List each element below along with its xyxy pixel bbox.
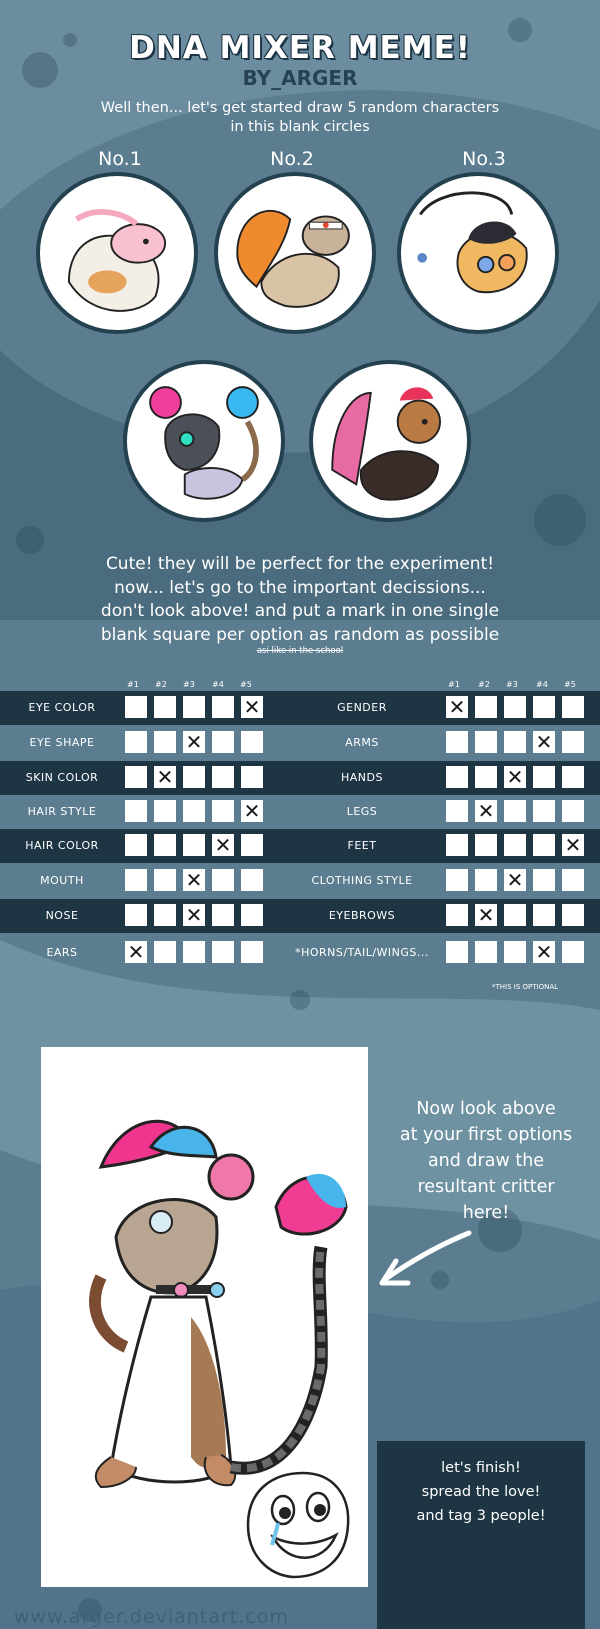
left-header-4: #4	[212, 680, 224, 689]
draw-instruction-line-3: and draw the	[427, 1151, 545, 1171]
trait-label: EYE COLOR	[28, 701, 96, 714]
trait-row	[0, 795, 600, 829]
trait-checkbox[interactable]	[475, 834, 497, 856]
trait-checkbox[interactable]	[154, 869, 176, 891]
trait-checkbox[interactable]	[475, 696, 497, 718]
instructions-line-2: now... let's go to the important decissions...	[114, 577, 486, 598]
character-circle-3	[397, 172, 559, 334]
trait-checkbox[interactable]: ✕	[212, 834, 234, 856]
finish-line-3: and tag 3 people!	[416, 1508, 546, 1524]
trait-checkbox[interactable]	[562, 941, 584, 963]
character-circle-1	[36, 172, 198, 334]
draw-instruction-line-4: resultant critter	[417, 1177, 555, 1197]
left-header-2: #2	[155, 680, 167, 689]
trait-checkbox[interactable]	[183, 800, 205, 822]
trait-checkbox[interactable]	[154, 941, 176, 963]
trait-checkbox[interactable]	[504, 696, 526, 718]
trait-checkbox[interactable]	[504, 731, 526, 753]
page-title: DNA MIXER MEME!	[129, 30, 471, 66]
trait-checkbox[interactable]	[562, 696, 584, 718]
character-label-2: No.2	[270, 148, 314, 170]
trait-checkbox[interactable]: ✕	[446, 696, 468, 718]
trait-checkbox[interactable]	[562, 731, 584, 753]
left-header-1: #1	[127, 680, 139, 689]
site-watermark: www.arger.deviantart.com	[14, 1606, 289, 1628]
trait-checkbox[interactable]: ✕	[154, 766, 176, 788]
trait-label: MOUTH	[40, 874, 84, 887]
trait-checkbox[interactable]: ✕	[533, 731, 555, 753]
left-header-5: #5	[240, 680, 252, 689]
trait-checkbox[interactable]	[446, 941, 468, 963]
character-label-1: No.1	[98, 148, 142, 170]
trait-checkbox[interactable]	[125, 696, 147, 718]
right-header-4: #4	[536, 680, 548, 689]
trait-checkbox[interactable]	[183, 766, 205, 788]
finish-text	[377, 1456, 585, 1528]
trait-label: CLOTHING STYLE	[311, 874, 413, 887]
left-header-3: #3	[183, 680, 195, 689]
trait-checkbox[interactable]	[212, 731, 234, 753]
trait-label: HANDS	[341, 771, 383, 784]
trait-checkbox[interactable]	[446, 800, 468, 822]
trait-checkbox[interactable]	[154, 696, 176, 718]
trait-checkbox[interactable]	[154, 834, 176, 856]
trait-checkbox[interactable]	[475, 869, 497, 891]
trait-checkbox[interactable]: ✕	[241, 800, 263, 822]
character-circle-4	[123, 360, 285, 522]
trait-checkbox[interactable]	[504, 941, 526, 963]
trait-checkbox[interactable]	[125, 766, 147, 788]
trait-row	[0, 829, 600, 863]
trait-checkbox[interactable]	[504, 834, 526, 856]
trait-checkbox[interactable]	[212, 904, 234, 926]
trait-checkbox[interactable]	[241, 904, 263, 926]
trait-label: *HORNS/TAIL/WINGS...	[295, 946, 429, 959]
trait-checkbox[interactable]: ✕	[125, 941, 147, 963]
trait-label: ARMS	[345, 736, 379, 749]
intro-text	[0, 99, 600, 137]
draw-instructions	[370, 1096, 600, 1226]
trait-checkbox[interactable]	[533, 800, 555, 822]
trait-checkbox[interactable]	[183, 696, 205, 718]
trait-checkbox[interactable]	[562, 800, 584, 822]
trait-checkbox[interactable]	[154, 800, 176, 822]
trait-checkbox[interactable]: ✕	[562, 834, 584, 856]
trait-checkbox[interactable]	[154, 904, 176, 926]
trait-checkbox[interactable]	[125, 834, 147, 856]
finish-line-2: spread the love!	[421, 1484, 541, 1500]
trait-label: LEGS	[346, 805, 378, 818]
draw-instruction-line-5: here!	[462, 1203, 510, 1223]
trait-checkbox[interactable]	[212, 800, 234, 822]
trait-checkbox[interactable]	[241, 869, 263, 891]
trait-checkbox[interactable]	[183, 834, 205, 856]
character-circle-5	[309, 360, 471, 522]
trait-checkbox[interactable]: ✕	[504, 869, 526, 891]
trait-checkbox[interactable]	[125, 869, 147, 891]
trait-checkbox[interactable]	[533, 696, 555, 718]
trait-label: FEET	[347, 839, 377, 852]
instructions-line-3: don't look above! and put a mark in one single	[100, 601, 500, 621]
trait-checkbox[interactable]	[533, 904, 555, 926]
trait-checkbox[interactable]: ✕	[183, 731, 205, 753]
trait-label: SKIN COLOR	[25, 771, 99, 784]
trait-checkbox[interactable]: ✕	[241, 696, 263, 718]
trait-checkbox[interactable]	[212, 766, 234, 788]
trait-checkbox[interactable]: ✕	[504, 766, 526, 788]
trait-row	[0, 761, 600, 795]
trait-label: EYE SHAPE	[29, 736, 95, 749]
intro-line-1: Well then... let's get started draw 5 random characters	[100, 100, 500, 116]
instructions-line-1: Cute! they will be perfect for the experiment!	[105, 554, 495, 574]
trait-label: HAIR STYLE	[27, 805, 97, 818]
strikethrough-note: asi like in the school	[256, 646, 344, 656]
draw-instruction-line-2: at your first options	[399, 1125, 573, 1145]
trait-checkbox[interactable]	[125, 904, 147, 926]
trait-checkbox[interactable]	[212, 696, 234, 718]
trait-checkbox[interactable]	[562, 904, 584, 926]
trait-checkbox[interactable]: ✕	[183, 869, 205, 891]
trait-checkbox[interactable]	[533, 869, 555, 891]
trait-checkbox[interactable]: ✕	[533, 941, 555, 963]
right-header-2: #2	[478, 680, 490, 689]
finish-line-1: let's finish!	[441, 1460, 521, 1476]
trait-checkbox[interactable]	[504, 904, 526, 926]
intro-line-2: in this blank circles	[230, 119, 370, 135]
trait-label: EYEBROWS	[328, 909, 396, 922]
trait-row	[0, 691, 600, 725]
orange-fox-cat-icon	[218, 176, 372, 330]
character-circle-2	[214, 172, 376, 334]
draw-instruction-line-1: Now look above	[416, 1099, 556, 1119]
trait-checkbox[interactable]	[446, 834, 468, 856]
trait-checkbox[interactable]	[562, 766, 584, 788]
author-byline: BY_ARGER	[242, 66, 358, 90]
trait-checkbox[interactable]: ✕	[475, 800, 497, 822]
trait-checkbox[interactable]	[212, 941, 234, 963]
right-header-3: #3	[506, 680, 518, 689]
trait-label: HAIR COLOR	[25, 839, 99, 852]
trait-checkbox[interactable]	[183, 941, 205, 963]
trait-checkbox[interactable]	[504, 800, 526, 822]
happy-crying-meme-face-icon	[238, 1465, 358, 1585]
trait-checkbox[interactable]	[446, 869, 468, 891]
trait-checkbox[interactable]	[446, 731, 468, 753]
trait-checkbox[interactable]: ✕	[475, 904, 497, 926]
trait-row	[0, 899, 600, 933]
optional-note: *THIS IS OPTIONAL	[492, 983, 559, 991]
trait-checkbox[interactable]	[533, 834, 555, 856]
trait-row	[0, 864, 600, 898]
trait-label: EARS	[46, 946, 78, 959]
trait-checkbox[interactable]	[125, 731, 147, 753]
trait-checkbox[interactable]	[475, 766, 497, 788]
trait-checkbox[interactable]	[475, 731, 497, 753]
trait-checkbox[interactable]	[241, 941, 263, 963]
right-header-5: #5	[564, 680, 576, 689]
trait-checkbox[interactable]	[154, 731, 176, 753]
trait-checkbox[interactable]	[562, 869, 584, 891]
character-label-3: No.3	[462, 148, 506, 170]
pink-eared-mouse-icon	[127, 364, 281, 518]
trait-checkbox[interactable]	[475, 941, 497, 963]
trait-checkbox[interactable]	[446, 766, 468, 788]
trait-row	[0, 936, 600, 970]
hand-drawn-arrow-icon	[374, 1225, 474, 1295]
trait-checkbox[interactable]	[212, 869, 234, 891]
trait-checkbox[interactable]	[241, 834, 263, 856]
right-header-1: #1	[448, 680, 460, 689]
trait-checkbox[interactable]	[241, 731, 263, 753]
pink-rodent-icon	[40, 176, 194, 330]
instructions-line-4: blank square per option as random as possible	[100, 624, 500, 645]
trait-label: NOSE	[45, 909, 79, 922]
trait-checkbox[interactable]	[446, 904, 468, 926]
trait-label: GENDER	[337, 701, 387, 714]
trait-checkbox[interactable]	[533, 766, 555, 788]
trait-checkbox[interactable]	[125, 800, 147, 822]
trait-checkbox[interactable]: ✕	[183, 904, 205, 926]
red-panda-creature-icon	[313, 364, 467, 518]
dark-haired-creature-icon	[401, 176, 555, 330]
instructions-text	[0, 553, 600, 647]
trait-row	[0, 726, 600, 760]
trait-checkbox[interactable]	[241, 766, 263, 788]
